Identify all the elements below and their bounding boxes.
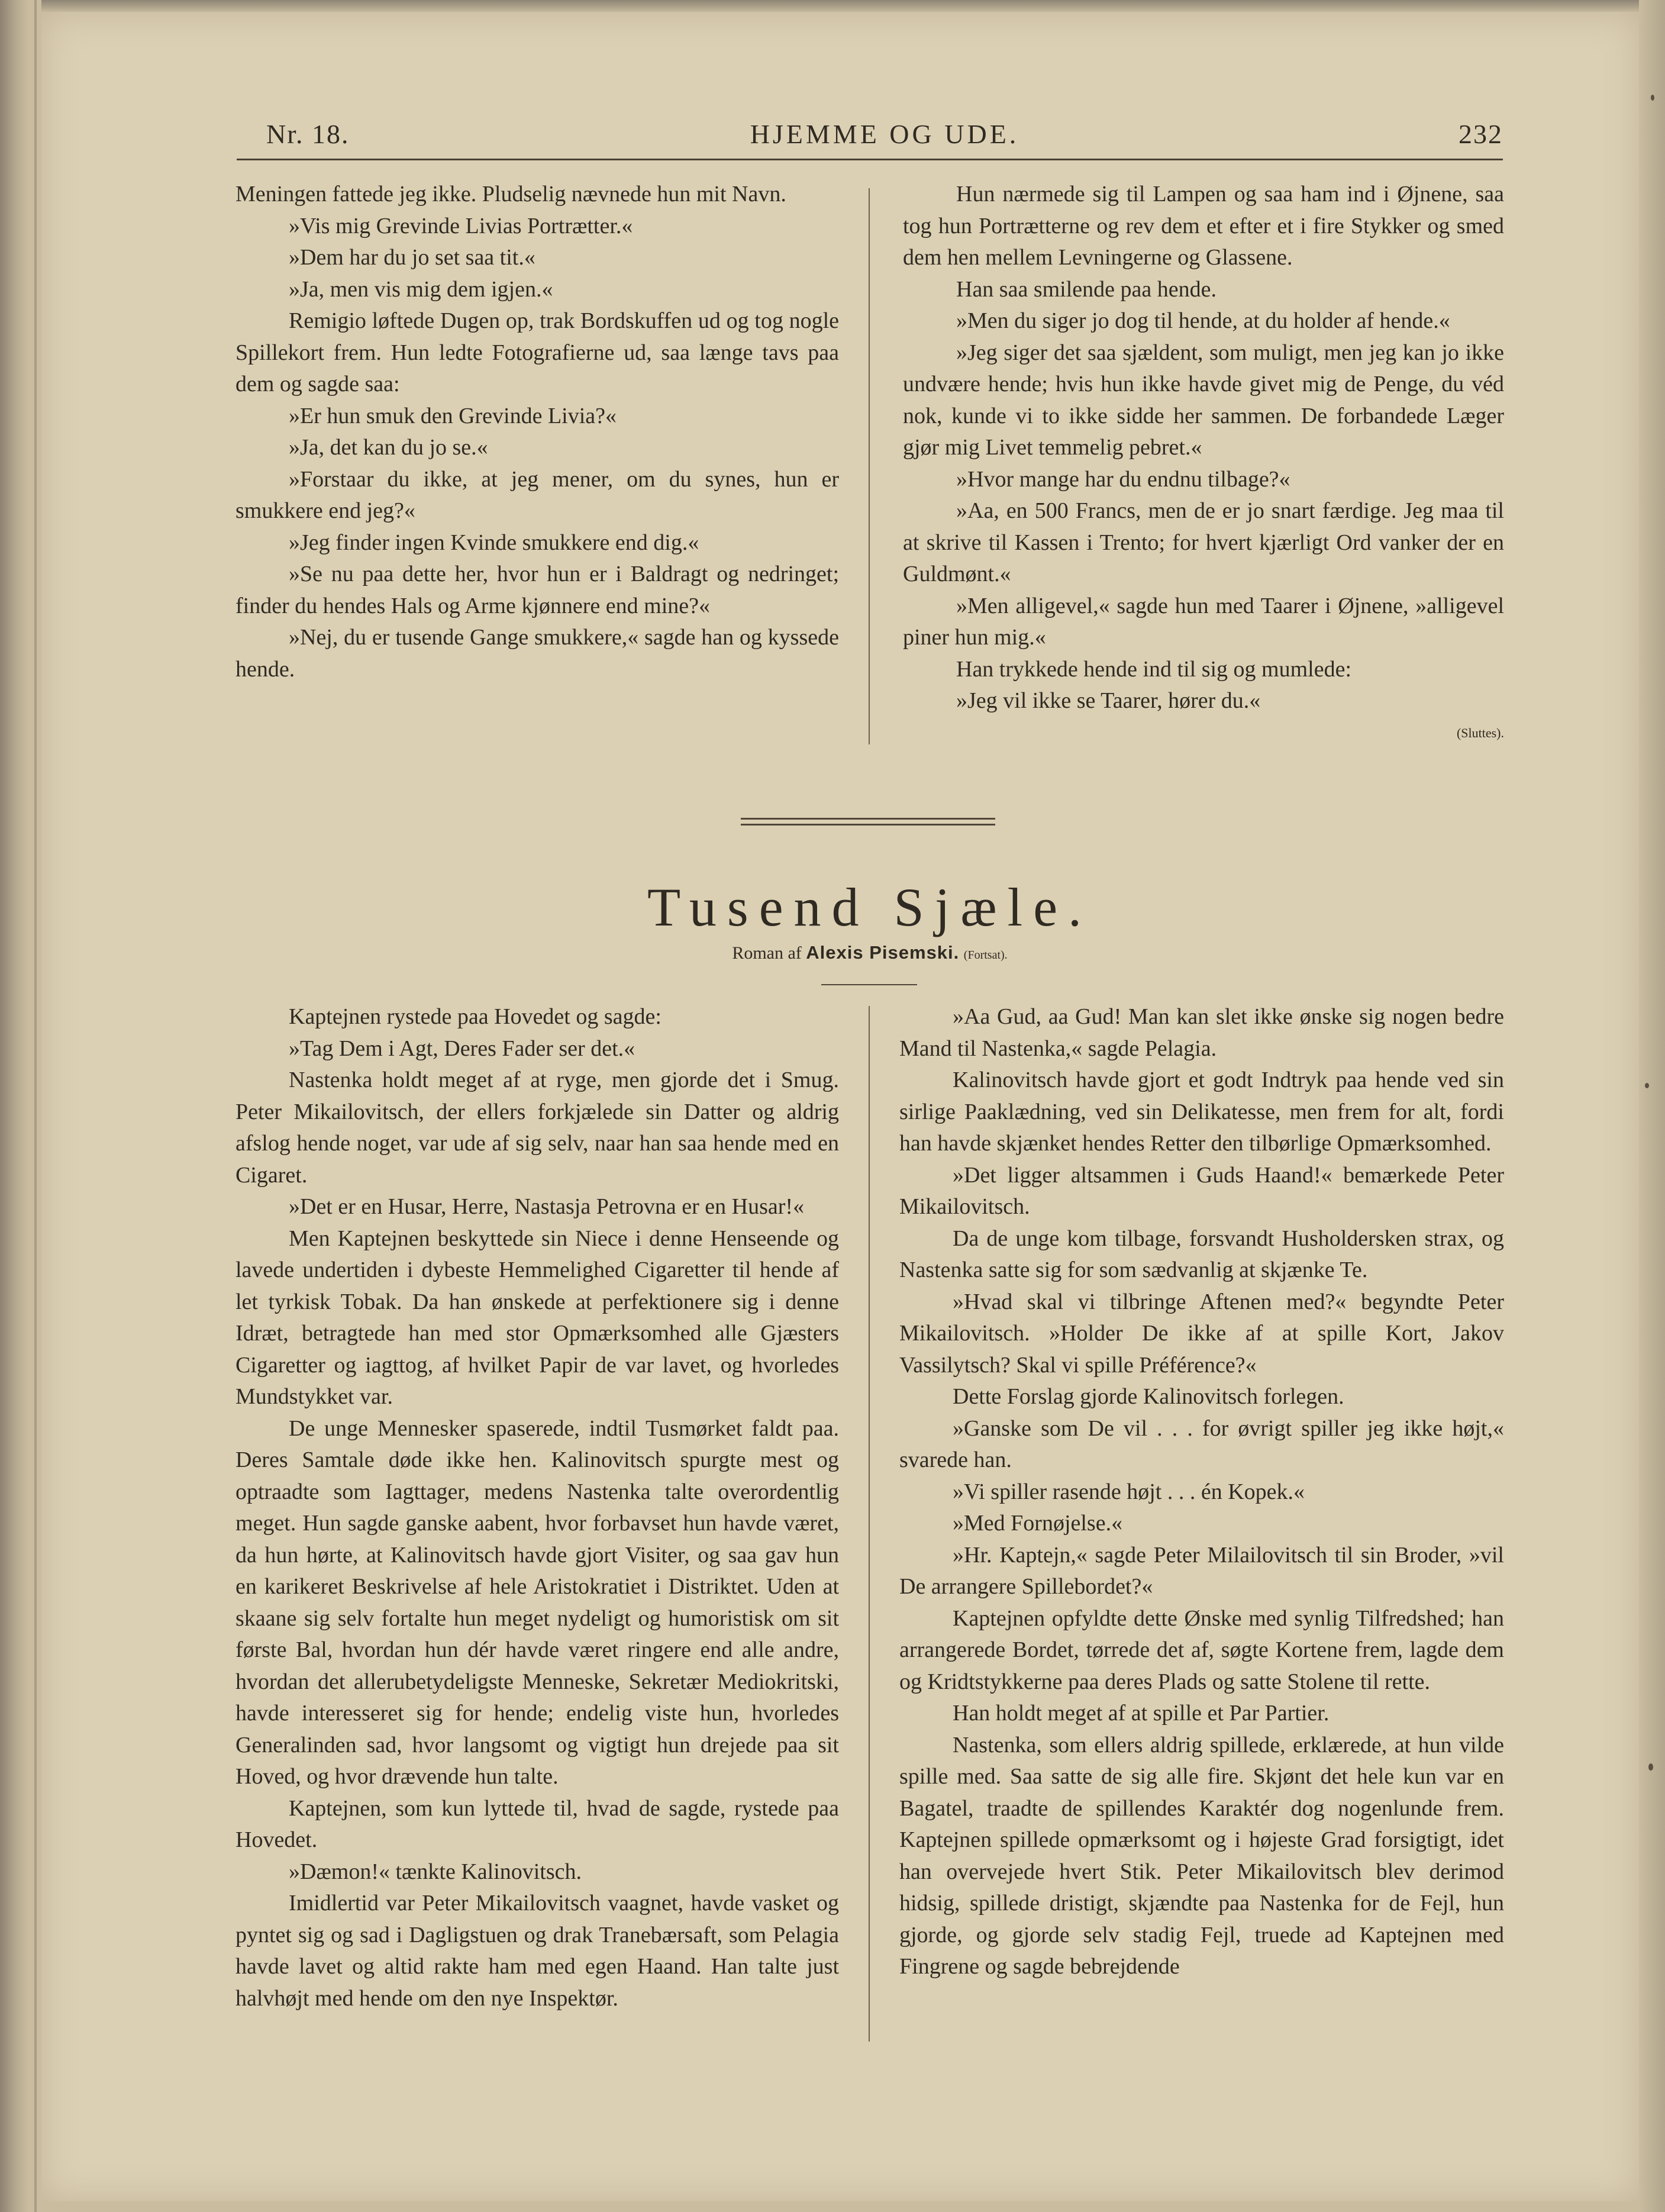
continued-note: (Fortsat).	[963, 949, 1008, 962]
section-separator	[741, 824, 995, 826]
paragraph: »Aa, en 500 Francs, men de er jo snart færdige. Jeg maa til at skrive til Kassen i Trento; for hvert kjærligt Ord vanker der en Guldmønt.«	[903, 498, 1504, 586]
byline	[237, 942, 1503, 963]
paragraph: »Tag Dem i Agt, Deres Fader ser det.«	[289, 1036, 635, 1061]
end-note: (Sluttes).	[1456, 725, 1504, 740]
paragraph: Nastenka, som ellers aldrig spillede, erklærede, at hun vilde spille med. Saa satte de sig alle fire. Skjønt det hele kun var en Bagatel, traadte de spillendes Karaktér dog nogenlunde frem. Kaptejnen spillede opmærksomt og i højeste Grad forsigtigt, idet han overvejede hvert Stik. Peter Mikailovitsch blev derimod hidsig, spillede dristigt, skjændte paa Nastenka for de Fejl, hun gjorde, og gjorde selv stadig Fejl, truede ad Kaptejnen med Fingrene og sagde bebrejdende	[899, 1732, 1504, 1979]
paragraph: »Jeg siger det saa sjældent, som muligt, men jeg kan jo ikke undvære hende; hvis hun ikke havde givet mig de Penge, du véd nok, kunde vi to ikke sidde her sammen. De forbandede Læger gjør mig Livet temmelig pebret.«	[903, 340, 1504, 460]
paragraph: Imidlertid var Peter Mikailovitsch vaagnet, havde vasket og pyntet sig og sad i Dagligstuen og drak Tranebærsaft, som Pelagia havde lavet og altid rakte ham med egen Haand. Han talte just halvhøjt med hende om den nye Inspektør.	[235, 1891, 839, 2011]
paper-speck	[1648, 1763, 1653, 1771]
paragraph: »Se nu paa dette her, hvor hun er i Baldragt og nedringet; finder du hendes Hals og Arme kjønnere end mine?«	[235, 562, 839, 618]
paragraph: »Vis mig Grevinde Livias Portrætter.«	[289, 213, 633, 238]
paragraph: Han trykkede hende ind til sig og mumlede:	[956, 656, 1352, 682]
paragraph: Dette Forslag gjorde Kalinovitsch forlegen.	[953, 1384, 1344, 1409]
paragraph: Hun nærmede sig til Lampen og saa ham ind i Øjnene, saa tog hun Portrætterne og rev dem et efter et i fire Stykker og smed dem hen mellem Levningerne og Glassene.	[903, 182, 1504, 270]
journal-title: HJEMME OG UDE.	[750, 119, 1019, 149]
paragraph: »Hvad skal vi tilbringe Aftenen med?« begyndte Peter Mikailovitsch. »Holder De ikke af at spille Kort, Jakov Vassilytsch? Skal vi spille Préférence?«	[899, 1289, 1504, 1378]
paragraph: »Dæmon!« tænkte Kalinovitsch.	[289, 1859, 582, 1884]
section-separator	[741, 818, 995, 820]
paragraph: »Er hun smuk den Grevinde Livia?«	[289, 403, 617, 428]
page-number: 232	[1459, 119, 1503, 149]
paragraph: »Ja, det kan du jo se.«	[289, 435, 488, 460]
byline-prefix: Roman af	[732, 943, 802, 963]
running-header	[266, 118, 1503, 154]
book-binding	[0, 0, 28, 2212]
issue-number: Nr. 18.	[266, 119, 350, 149]
paragraph: Da de unge kom tilbage, forsvandt Husholdersken strax, og Nastenka satte sig for som sædvanlig at skjænke Te.	[899, 1226, 1504, 1282]
paragraph: Meningen fattede jeg ikke. Pludselig nævnede hun mit Navn.	[235, 182, 786, 207]
paper-speck	[1645, 1083, 1649, 1088]
paragraph: Kalinovitsch havde gjort et godt Indtryk paa hende ved sin sirlige Paaklædning, ved sin Delikatesse, men frem for alt, fordi han havde skjænket hendes Retter den tilbørlige Opmærksomhed.	[899, 1068, 1504, 1156]
paragraph: »Hvor mange har du endnu tilbage?«	[956, 466, 1290, 492]
byline-rule	[821, 984, 917, 985]
paragraph: »Det ligger altsammen i Guds Haand!« bemærkede Peter Mikailovitsch.	[899, 1162, 1504, 1219]
paragraph: »Ganske som De vil . . . for øvrigt spiller jeg ikke højt,« svarede han.	[899, 1415, 1504, 1472]
paragraph: »Nej, du er tusende Gange smukkere,« sagde han og kyssede hende.	[235, 625, 839, 682]
paragraph: Han holdt meget af at spille et Par Partier.	[953, 1701, 1330, 1726]
author-name: Alexis Pisemski.	[806, 942, 960, 963]
top-left-column	[235, 179, 839, 685]
paragraph: Kaptejnen rystede paa Hovedet og sagde:	[289, 1004, 662, 1029]
page-edge-right	[1639, 0, 1665, 2212]
paragraph: »Med Fornøjelse.«	[953, 1511, 1123, 1536]
column-divider	[869, 188, 870, 744]
page-edge-top	[41, 0, 1665, 13]
paragraph: »Det er en Husar, Herre, Nastasja Petrovna er en Husar!«	[289, 1194, 805, 1219]
article-title: Tusend Sjæle.	[647, 877, 1093, 937]
paragraph: »Jeg finder ingen Kvinde smukkere end dig.«	[289, 530, 699, 555]
paper-speck	[1651, 95, 1654, 101]
paragraph: Nastenka holdt meget af at ryge, men gjorde det i Smug. Peter Mikailovitsch, der ellers forkjælede sin Datter og aldrig afslog hende noget, var ude af sig selv, naar han saa hende med en Cigaret.	[235, 1068, 839, 1188]
paragraph: Remigio løftede Dugen op, trak Bordskuffen ud og tog nogle Spillekort frem. Hun ledte Fotografierne ud, saa længe tavs paa dem og sagde saa:	[235, 308, 839, 396]
paragraph: »Aa Gud, aa Gud! Man kan slet ikke ønske sig nogen bedre Mand til Nastenka,« sagde Pelagia.	[899, 1004, 1504, 1061]
bottom-right-column	[899, 1001, 1504, 1983]
paragraph: Men Kaptejnen beskyttede sin Niece i denne Henseende og lavede undertiden i dybeste Hemmelighed Cigaretter til hende af let tyrkisk Tobak. Da han ønskede at perfektionere sig i denne Idræt, betragtede han med stor Opmærksomhed alle Gjæsters Cigaretter og iagttog, af hvilket Papir de var lavet, og hvorledes Mundstykket var.	[235, 1226, 839, 1409]
paragraph: De unge Mennesker spaserede, indtil Tusmørket faldt paa. Deres Samtale døde ikke hen. Kalinovitsch spurgte mest og optraadte som Iagttager, medens Nastenka talte overordentlig meget. Hun sagde ganske aabent, hvor forbavset hun havde været, da hun hørte, at Kalinovitsch havde gjort Visiter, og saa gav hun en karikeret Beskrivelse af hele Aristokratiet i Distriktet. Uden at skaane sig selv fortalte hun meget nydeligt og humoristisk om sit første Bal, hvordan hun dér havde været ringere end alle andre, hvordan det allerubetydeligste Menneske, Sekretær Mediokritski, havde interesseret sig for hende; endelig viste hun, hvorledes Generalinden sad, hvor langsomt og vigtigt hun drejede paa sit Hoved, og hvor drævende hun talte.	[235, 1415, 839, 1789]
header-rule	[237, 159, 1503, 160]
paragraph: »Jeg vil ikke se Taarer, hører du.«	[956, 688, 1261, 713]
paragraph: »Forstaar du ikke, at jeg mener, om du synes, hun er smukkere end jeg?«	[235, 466, 839, 523]
paragraph: »Dem har du jo set saa tit.«	[289, 245, 535, 270]
spine-line	[34, 0, 37, 2212]
paragraph: »Men alligevel,« sagde hun med Taarer i Øjnene, »alligevel piner hun mig.«	[903, 593, 1504, 650]
paragraph: »Hr. Kaptejn,« sagde Peter Milailovitsch til sin Broder, »vil De arrangere Spillebordet?«	[899, 1542, 1504, 1599]
top-right-column	[903, 179, 1504, 749]
paragraph: Kaptejnen opfyldte dette Ønske med synlig Tilfredshed; han arrangerede Bordet, tørrede det af, søgte Kortene frem, lagde dem og Kridtstykkerne paa deres Plads og satte Stolene til rette.	[899, 1605, 1504, 1694]
column-divider	[869, 1006, 870, 2042]
paragraph: »Vi spiller rasende højt . . . én Kopek.«	[953, 1479, 1305, 1504]
paragraph: »Ja, men vis mig dem igjen.«	[289, 276, 553, 302]
paragraph: Kaptejnen, som kun lyttede til, hvad de sagde, rystede paa Hovedet.	[235, 1795, 839, 1852]
paragraph: Han saa smilende paa hende.	[956, 276, 1217, 302]
bottom-left-column	[235, 1001, 839, 2014]
paragraph: »Men du siger jo dog til hende, at du holder af hende.«	[956, 308, 1450, 333]
